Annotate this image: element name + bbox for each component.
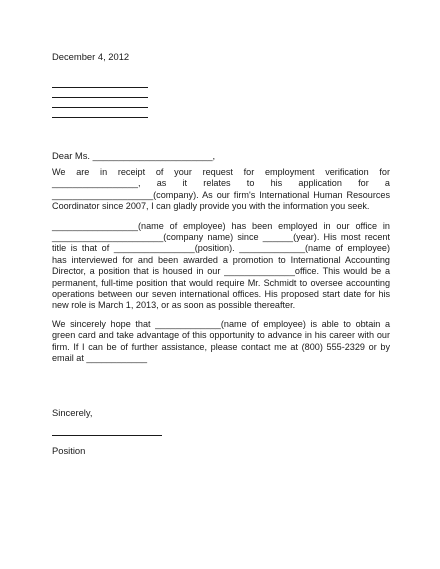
letter-body — [52, 167, 390, 373]
signer-position: Position — [52, 445, 86, 456]
address-blank-line — [52, 88, 148, 98]
address-blank-line — [52, 98, 148, 108]
salutation: Dear Ms. _______________________, — [52, 150, 216, 161]
body-paragraph: _________________(name of employee) has been employed in our office in ______________________(company name) since ______(year). His most recent title is that of ________________(position). _____________(name of employee) has interviewed for and been awarded a promotion to International Accounting Director, a position that is housed in our ______________office. This would be a permanent, full-time position that would require Mr. Schmidt to oversee accounting operations between our seven international offices. His proposed start date for his new role is March 1, 2013, or as soon as possible thereafter. — [52, 220, 390, 311]
closing: Sincerely, — [52, 407, 93, 418]
recipient-address-blanks — [52, 78, 148, 118]
address-blank-line — [52, 78, 148, 88]
body-paragraph: We are in receipt of your request for employment verification for _________________, as it relates to his application for a ____________________(company). As our firm's International Human Resources Coordinator since 2007, I can gladly provide you with the information you seek. — [52, 167, 390, 212]
body-paragraph: We sincerely hope that _____________(name of employee) is able to obtain a green card and take advantage of this opportunity to advance in his career with our firm. If I can be of further assistance, please contact me at (800) 555-2329 or by email at ____________ — [52, 318, 390, 364]
letter-date: December 4, 2012 — [52, 51, 130, 62]
signature-line — [52, 430, 162, 436]
address-blank-line — [52, 108, 148, 118]
